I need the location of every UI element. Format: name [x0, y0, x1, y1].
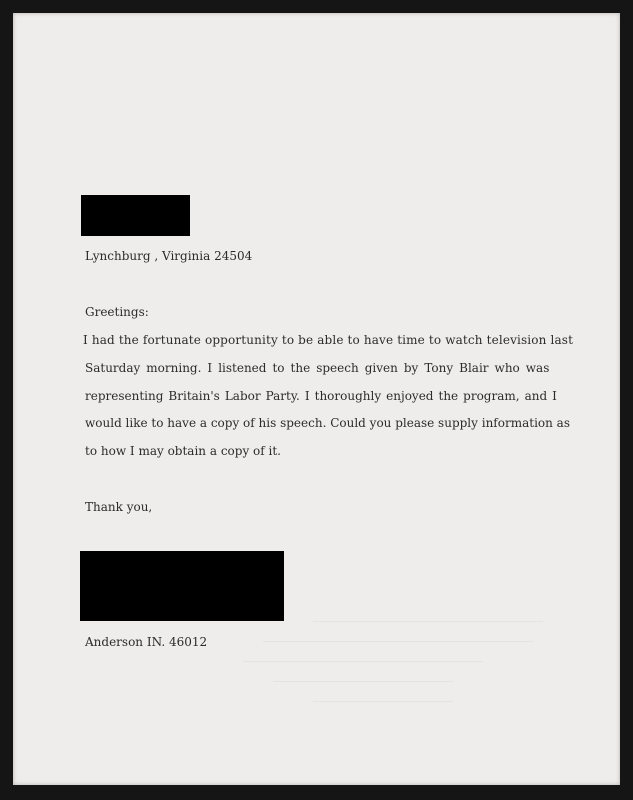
show-through-mark: [313, 621, 543, 622]
body-line-1: I had the fortunate opportunity to be able to have time to watch television last: [83, 333, 574, 347]
show-through-mark: [263, 641, 533, 642]
letter-page: [13, 13, 620, 785]
show-through-mark: [243, 661, 483, 662]
sender-address: Lynchburg , Virginia 24504: [85, 249, 253, 263]
redacted-sender-name: [81, 195, 190, 236]
body-line-3: representing Britain's Labor Party. I thoroughly enjoyed the program, and I: [85, 389, 557, 403]
show-through-mark: [313, 701, 453, 702]
closing: Thank you,: [85, 500, 153, 514]
show-through-mark: [273, 681, 453, 682]
body-line-2: Saturday morning. I listened to the speech given by Tony Blair who was: [85, 361, 550, 375]
greeting: Greetings:: [85, 305, 149, 319]
body-line-5: to how I may obtain a copy of it.: [85, 444, 281, 458]
redacted-signature: [80, 551, 284, 621]
signature-location: Anderson IN. 46012: [85, 635, 208, 649]
body-line-4: would like to have a copy of his speech. Could you please supply information as: [85, 416, 570, 430]
